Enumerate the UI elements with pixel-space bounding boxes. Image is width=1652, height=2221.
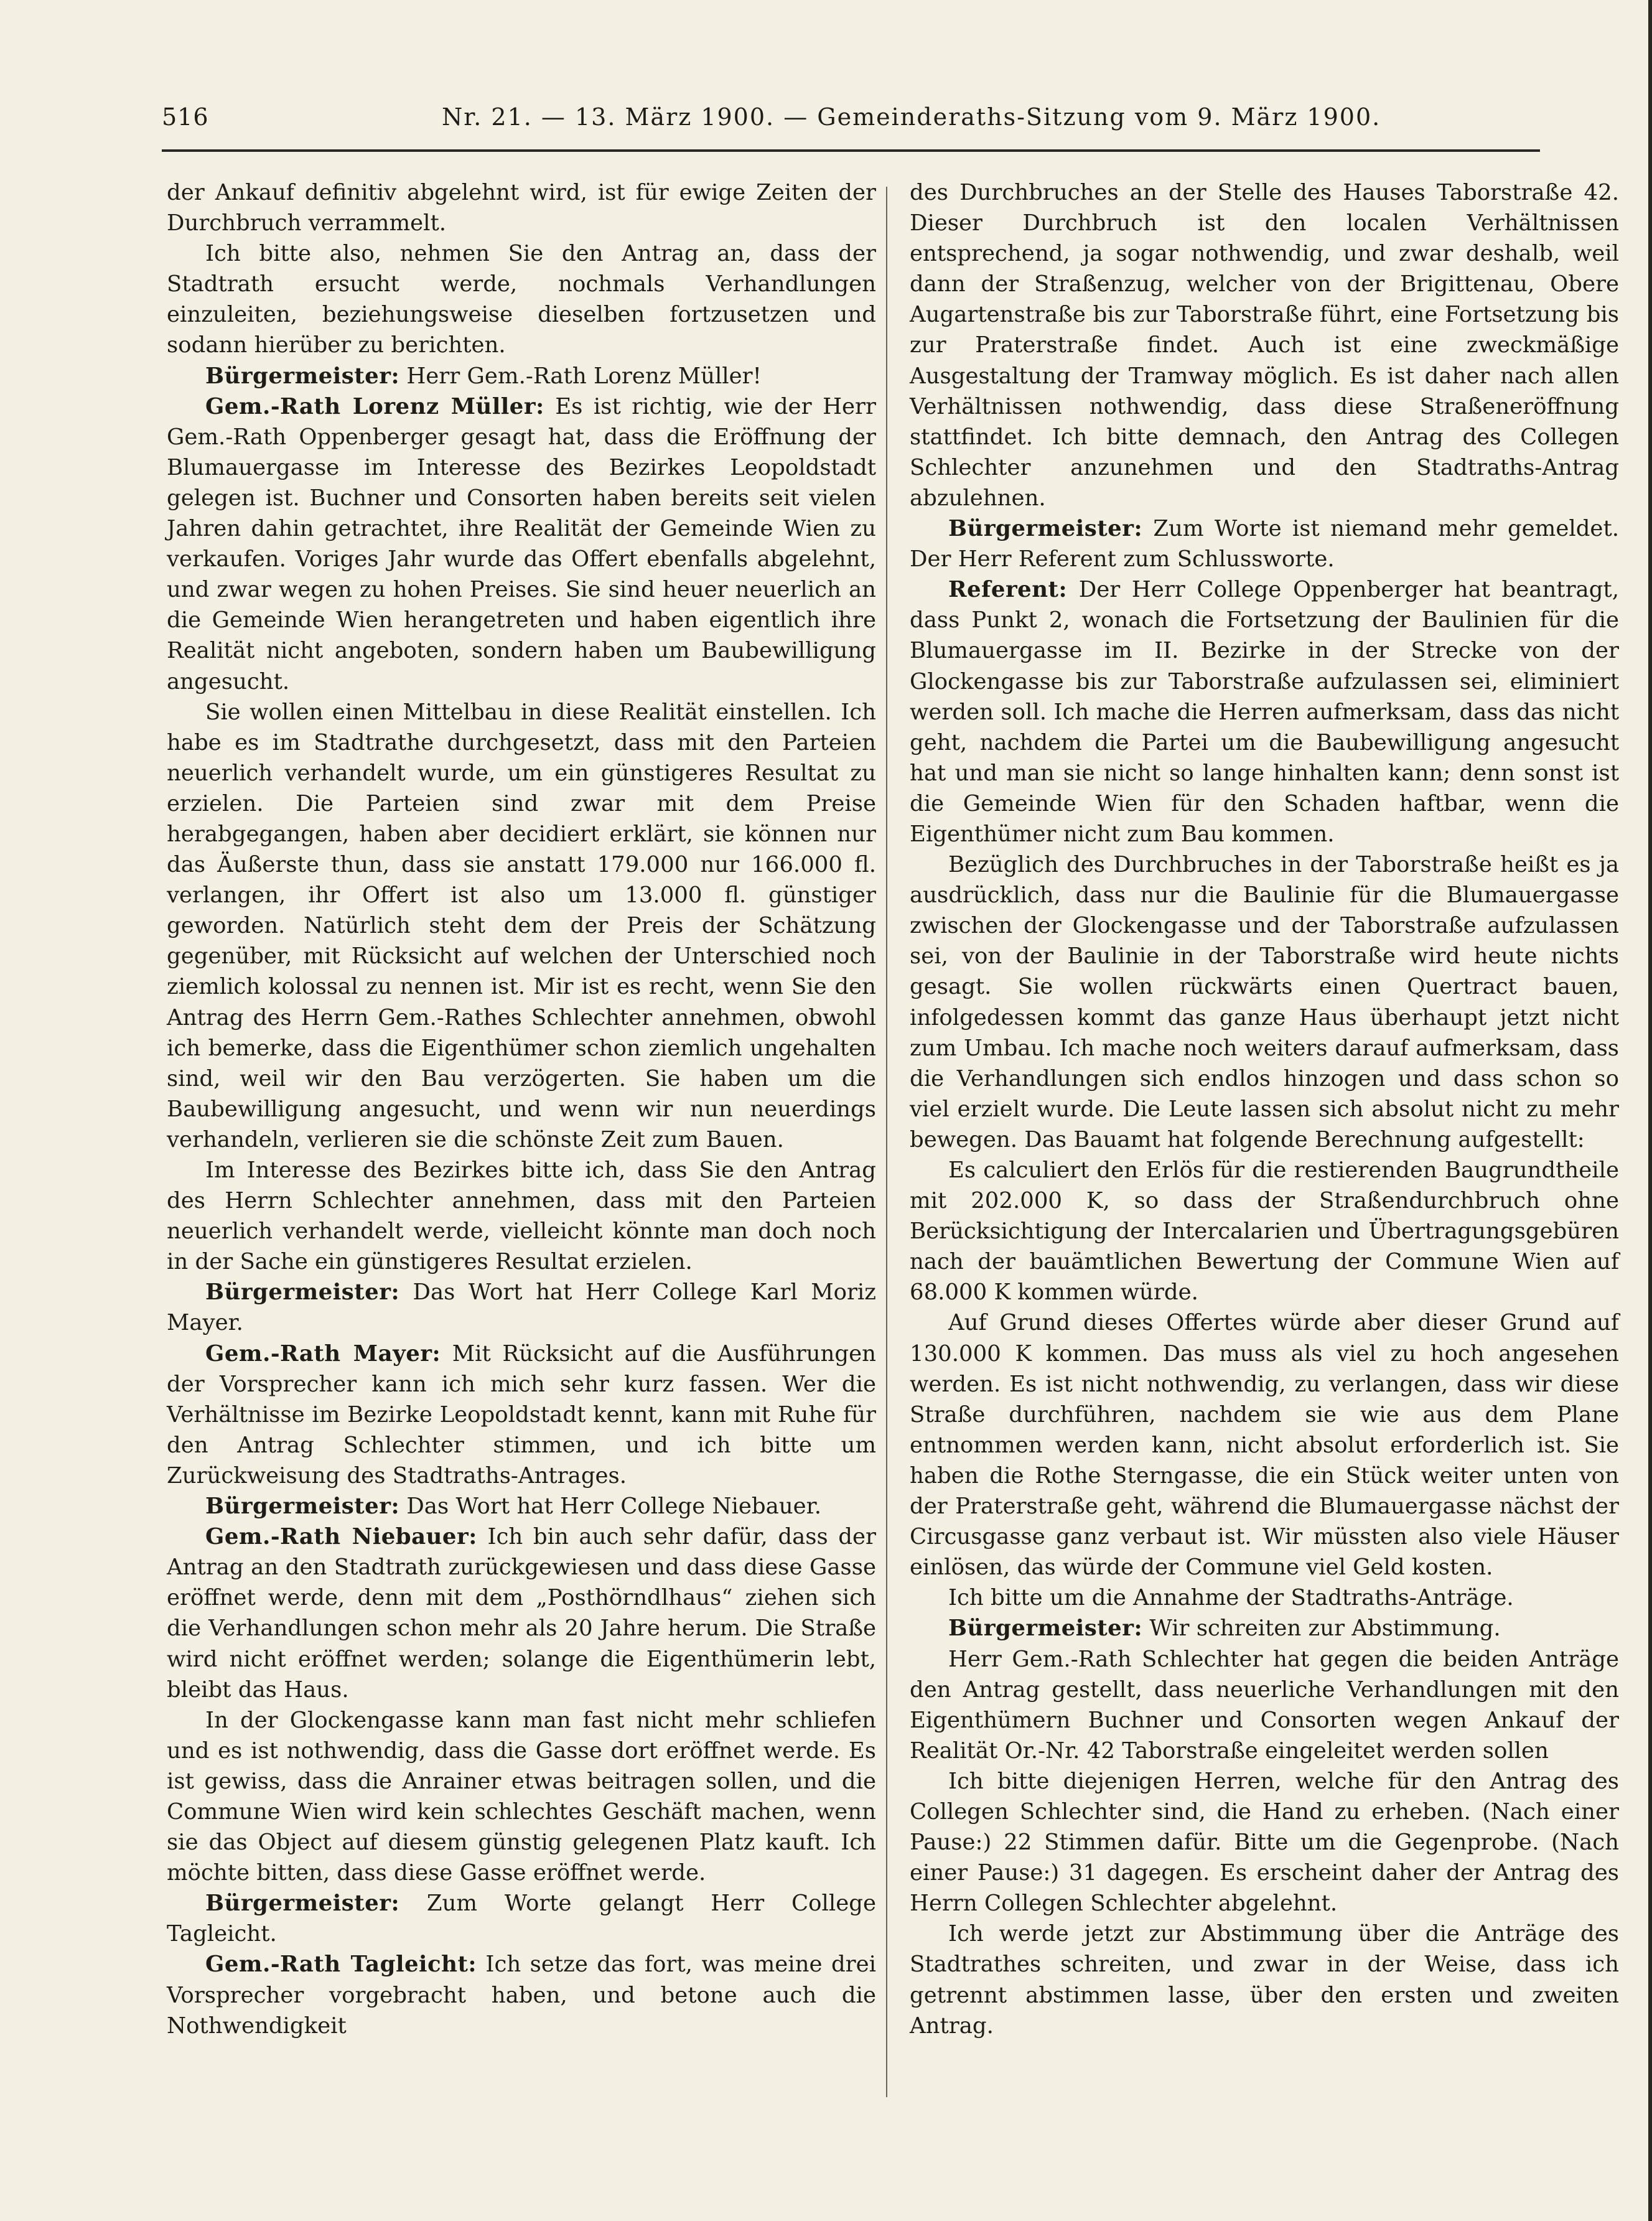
paragraph (167, 1949, 876, 2041)
speech-text: Mit Rücksicht auf die Ausführungen der Vorsprecher kann ich mich sehr kurz fassen. Wer die Verhältnisse im Bezirke Leopoldstadt kennt, kann mit Ruhe für den Antrag Schlechter stimmen, und ich bitte um Zurückweisung des Stadtraths-Antrages. (167, 1340, 876, 1489)
right-column (910, 177, 1619, 2041)
paragraph (910, 1613, 1619, 1644)
paragraph: Es calculiert den Erlös für die restierenden Baugrundtheile mit 202.000 K, so dass der Straßendurchbruch ohne Berücksichtigung der Intercalarien und Übertragungsgebüren nach der bauämtlichen Bewertung der Commune Wien auf 68.000 K kommen würde. (910, 1157, 1619, 1306)
header-rule (162, 149, 1540, 152)
speaker-label: Bürgermeister: (205, 1494, 400, 1520)
speech-text: Zum Worte ist niemand mehr gemeldet. Der Herr Referent zum Schlussworte. (910, 516, 1619, 573)
paragraph (167, 1888, 876, 1949)
paragraph (910, 513, 1619, 574)
speaker-label: Bürgermeister: (205, 1891, 400, 1917)
paragraph (167, 1339, 876, 1491)
paragraph: Auf Grund dieses Offertes würde aber dieser Grund auf 130.000 K kommen. Das muss als viel zu hoch angesehen werden. Es ist nicht nothwendig, zu verlangen, dass wir diese Straße durchführen, nachdem sie wie aus dem Plane entnommen werden kann, nicht absolut erforderlich ist. Sie haben die Rothe Sterngasse, die ein Stück weiter unten von der Praterstraße geht, während die Blumauergasse nächst der Circusgasse ganz verbaut ist. Wir müssten also viele Häuser einlösen, das würde der Commune viel Geld kosten. (910, 1310, 1619, 1581)
speech-text: Es ist richtig, wie der Herr Gem.-Rath Oppenberger gesagt hat, dass die Eröffnung der Blumauergasse im Interesse des Bezirkes Leopoldstadt gelegen ist. Buchner und Consorten haben bereits seit vielen Jahren dahin getrachtet, ihre Realität der Gemeinde Wien zu verkaufen. Voriges Jahr wurde das Offert ebenfalls abgelehnt, und zwar wegen zu hohen Preises. Sie sind heuer neuerlich an die Gemeinde Wien herangetreten und haben eigentlich ihre Realität nicht angeboten, sondern haben um Baubewilligung angesucht. (167, 393, 876, 694)
paragraph (167, 1491, 876, 1522)
column-divider (886, 187, 887, 2097)
speech-text: Wir schreiten zur Abstimmung. (1149, 1615, 1501, 1642)
speaker-label: Bürgermeister: (948, 1615, 1143, 1642)
speaker-label: Gem.-Rath Niebauer: (205, 1524, 477, 1550)
paragraph (167, 391, 876, 697)
paragraph: In der Glockengasse kann man fast nicht mehr schliefen und es ist nothwendig, dass die Gasse dort eröffnet werde. Es ist gewiss, dass die Anrainer etwas beitragen sollen, und die Commune Wien wird kein schlechtes Geschäft machen, wenn sie das Object auf diesem günstig gelegenen Platz kauft. Ich möchte bitten, dass diese Gasse eröffnet werde. (167, 1707, 876, 1886)
speech-text: Das Wort hat Herr College Niebauer. (406, 1494, 822, 1520)
paragraph (910, 574, 1619, 849)
speaker-label: Gem.-Rath Mayer: (205, 1340, 441, 1367)
left-column (167, 177, 876, 2041)
paragraph: Ich bitte diejenigen Herren, welche für den Antrag des Collegen Schlechter sind, die Hand zu erheben. (Nach einer Pause:) 22 Stimmen dafür. Bitte um die Gegenprobe. (Nach einer Pause:) 31 dagegen. Es erscheint daher der Antrag des Herrn Collegen Schlechter abgelehnt. (910, 1768, 1619, 1917)
speaker-label: Bürgermeister: (205, 363, 400, 389)
speech-text: Das Wort hat Herr College Karl Moriz Mayer. (167, 1279, 876, 1336)
speech-text: Ich bin auch sehr dafür, dass der Antrag an den Stadtrath zurückgewiesen und dass diese Gasse eröffnet werde, denn mit dem „Posthörndlhaus“ ziehen sich die Verhandlungen schon mehr als 20 Jahre herum. Die Straße wird nicht eröffnet werden; solange die Eigenthümerin lebt, bleibt das Haus. (167, 1524, 877, 1703)
paragraph: Ich bitte um die Annahme der Stadtraths-Anträge. (948, 1585, 1514, 1611)
speech-text: Ich setze das fort, was meine drei Vorsprecher vorgebracht haben, und betone auch die Nothwendigkeit (167, 1952, 876, 2039)
speaker-label: Gem.-Rath Lorenz Müller: (205, 393, 544, 419)
speaker-label: Referent: (948, 577, 1068, 603)
speaker-label: Gem.-Rath Tagleicht: (205, 1952, 477, 1978)
paragraph (167, 1522, 876, 1705)
speech-text: Der Herr College Oppenberger hat beantragt, dass Punkt 2, wonach die Fortsetzung der Baulinien für die Blumauergasse im II. Bezirke in der Strecke von der Glockengasse bis zur Taborstraße aufzulassen sei, eliminiert werden soll. Ich mache die Herren aufmerksam, dass das nicht geht, nachdem die Partei um die Baubewilligung angesucht hat und man sie nicht so lange hinhalten kann; denn sonst ist die Gemeinde Wien für den Schaden haftbar, wenn die Eigenthümer nicht zum Bau kommen. (910, 577, 1619, 847)
paragraph (167, 361, 876, 391)
paragraph: Im Interesse des Bezirkes bitte ich, dass Sie den Antrag des Herrn Schlechter annehmen, dass mit den Parteien neuerlich verhandelt werde, vielleicht könnte man doch noch in der Sache ein günstigeres Resultat erzielen. (167, 1157, 876, 1275)
paragraph (167, 1277, 876, 1338)
speaker-label: Bürgermeister: (205, 1279, 400, 1306)
speech-text: Herr Gem.-Rath Lorenz Müller! (406, 363, 762, 389)
paragraph: Sie wollen einen Mittelbau in diese Realität einstellen. Ich habe es im Stadtrathe durchgesetzt, dass mit den Parteien neuerlich verhandelt wurde, um ein günstigeres Resultat zu erzielen. Die Parteien sind zwar mit dem Preise herabgegangen, haben aber decidiert erklärt, sie können nur das Äußerste thun, dass sie anstatt 179.000 nur 166.000 fl. verlangen, ihr Offert ist also um 13.000 fl. günstiger geworden. Natürlich steht dem der Preis der Schätzung gegenüber, mit Rücksicht auf welchen der Unterschied noch ziemlich kolossal zu nennen ist. Mir ist es recht, wenn Sie den Antrag des Herrn Gem.-Rathes Schlechter annehmen, obwohl ich bemerke, dass die Eigenthümer schon ziemlich ungehalten sind, weil wir den Bau verzögerten. Sie haben um die Baubewilligung angesucht, und wenn wir nun neuerdings verhandeln, verlieren sie die schönste Zeit zum Bauen. (167, 699, 876, 1153)
paragraph: Bezüglich des Durchbruches in der Taborstraße heißt es ja ausdrücklich, dass nur die Baulinie für die Blumauergasse zwischen der Glockengasse und der Taborstraße aufzulassen sei, von der Baulinie in der Taborstraße wird heute nichts gesagt. Sie wollen rückwärts einen Quertract bauen, infolgedessen kommt das ganze Haus überhaupt jetzt nicht zum Umbau. Ich mache noch weiters darauf aufmerksam, dass die Verhandlungen sich endlos hinzogen und dass schon so viel erzielt wurde. Die Leute lassen sich absolut nicht zu mehr bewegen. Das Bauamt hat folgende Berechnung aufgestellt: (910, 852, 1619, 1153)
header-title: Nr. 21. — 13. März 1900. — Gemeinderaths-Sitzung vom 9. März 1900. (442, 103, 1381, 131)
paragraph: des Durchbruches an der Stelle des Hauses Taborstraße 42. Dieser Durchbruch ist den localen Verhältnissen entsprechend, ja sogar nothwendig, und zwar deshalb, weil dann der Straßenzug, welcher von der Brigittenau, Obere Augartenstraße bis zur Taborstraße führt, eine Fortsetzung bis zur Praterstraße findet. Auch ist eine zweckmäßige Ausgestaltung der Tramway möglich. Es ist daher nach allen Verhältnissen nothwendig, dass diese Straßeneröffnung stattfindet. Ich bitte demnach, den Antrag des Collegen Schlechter anzunehmen und den Stadtraths-Antrag abzulehnen. (910, 180, 1619, 511)
paragraph: Ich bitte also, nehmen Sie den Antrag an, dass der Stadtrath ersucht werde, nochmals Verhandlungen einzuleiten, beziehungsweise dieselben fortzusetzen und sodann hierüber zu berichten. (167, 241, 876, 358)
page-number: 516 (162, 103, 209, 131)
page-header (162, 100, 1537, 143)
paragraph: der Ankauf definitiv abgelehnt wird, ist für ewige Zeiten der Durchbruch verrammelt. (167, 180, 876, 236)
paragraph: Herr Gem.-Rath Schlechter hat gegen die beiden Anträge den Antrag gestellt, dass neuerliche Verhandlungen mit den Eigenthümern Buchner und Consorten wegen Ankauf der Realität Or.-Nr. 42 Taborstraße eingeleitet werden sollen (910, 1646, 1619, 1764)
paragraph: Ich werde jetzt zur Abstimmung über die Anträge des Stadtrathes schreiten, und zwar in der Weise, dass ich getrennt abstimmen lasse, über den ersten und zweiten Antrag. (910, 1921, 1619, 2039)
speaker-label: Bürgermeister: (948, 516, 1143, 542)
speech-text: Zum Worte gelangt Herr College Tagleicht. (167, 1891, 876, 1947)
